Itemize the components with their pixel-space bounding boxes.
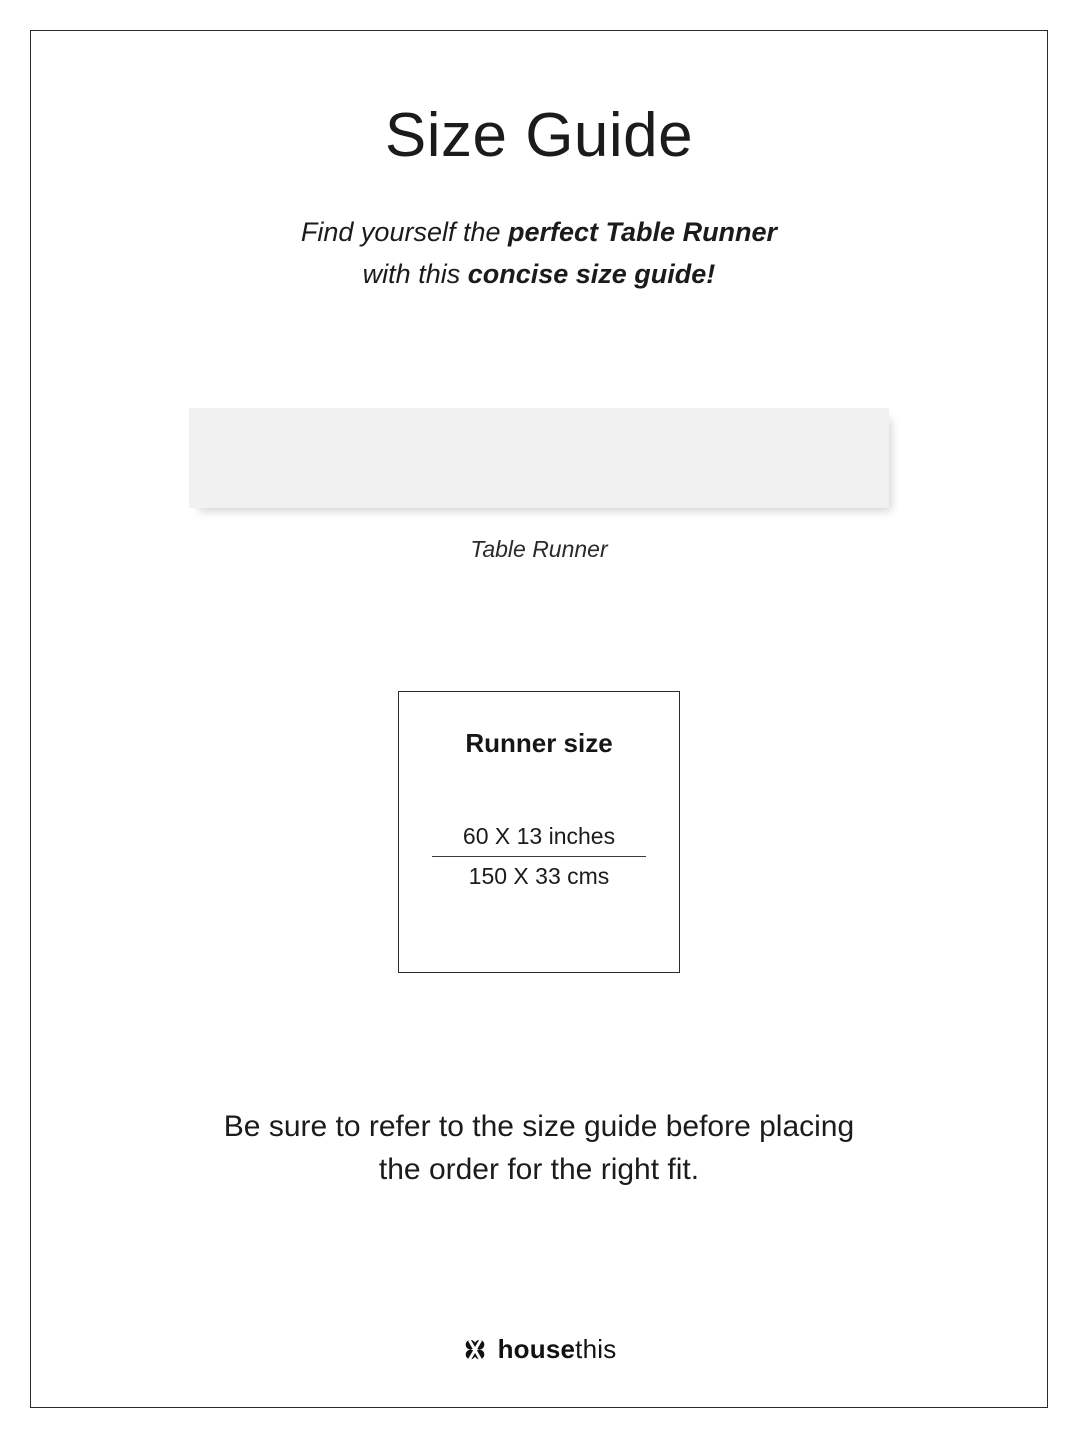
size-value-cms: 150 X 33 cms	[432, 856, 646, 896]
product-illustration	[189, 408, 889, 563]
subtitle-line-1-strong: perfect Table Runner	[508, 217, 778, 248]
document-content	[31, 31, 1047, 1407]
page-title: Size Guide	[384, 101, 694, 170]
subtitle-line-2-strong: concise size guide!	[467, 258, 716, 289]
subtitle-line-2-plain: with this	[362, 258, 468, 289]
footer-note-line-2: the order for the right fit.	[378, 1153, 700, 1187]
size-table	[398, 691, 680, 973]
product-caption: Table Runner	[470, 535, 608, 562]
size-table-values	[432, 817, 646, 896]
footer-note	[224, 1105, 854, 1192]
footer-note-line-1: Be sure to refer to the size guide before placing	[223, 1109, 855, 1143]
brand-name-light: this	[575, 1334, 617, 1364]
size-value-inches: 60 X 13 inches	[462, 822, 616, 849]
brand-logo	[31, 1334, 1047, 1365]
subtitle	[301, 212, 777, 296]
page-border	[30, 30, 1048, 1408]
brand-name	[498, 1334, 617, 1365]
clover-logo-icon	[462, 1337, 488, 1363]
subtitle-line-1	[301, 212, 777, 254]
table-runner-shape	[189, 408, 889, 508]
subtitle-line-2	[301, 254, 777, 296]
brand-name-bold: house	[497, 1334, 576, 1364]
subtitle-line-1-plain: Find yourself the	[300, 217, 509, 248]
size-table-header: Runner size	[465, 727, 613, 758]
